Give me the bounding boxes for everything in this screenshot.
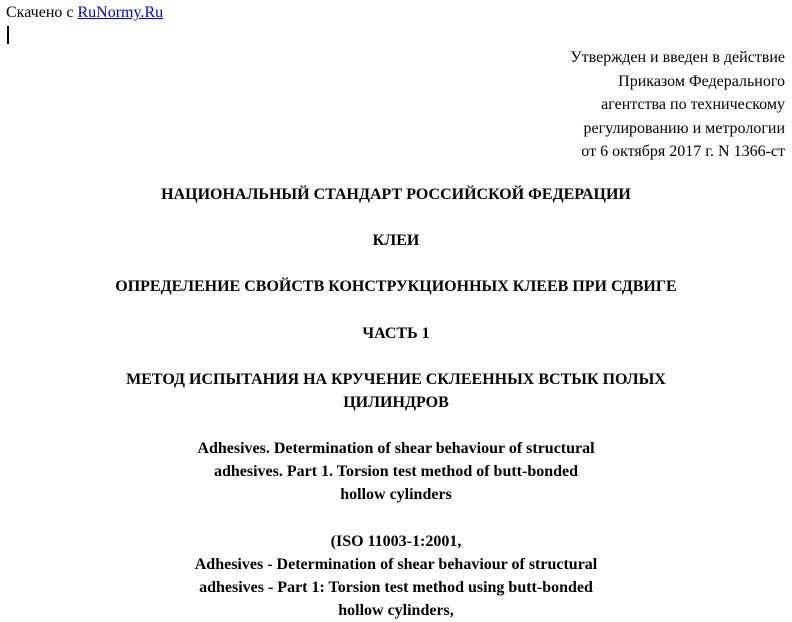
method-heading [0,368,792,414]
english-title [0,437,792,506]
approval-line: от 6 октября 2017 г. N 1366-ст [581,143,785,160]
method-heading-line: ЦИЛИНДРОВ [343,394,449,411]
english-title-line: adhesives. Part 1. Torsion test method of butt-bonded [213,463,579,480]
approval-line: регулированию и метрологии [583,119,785,137]
download-prefix: Скачено с [6,4,74,21]
iso-reference-line: Adhesives - Determination of shear behaviour of structural [194,556,598,573]
approval-block [570,46,785,164]
download-source-line [6,3,163,22]
standard-heading: НАЦИОНАЛЬНЫЙ СТАНДАРТ РОССИЙСКОЙ ФЕДЕРАЦИИ [161,186,631,203]
runormy-link[interactable]: RuNormy.Ru [77,4,164,21]
english-title-line: Adhesives. Determination of shear behaviour of structural [197,440,595,457]
part-heading: ЧАСТЬ 1 [362,325,430,342]
approval-line: Приказом Федерального [618,72,785,90]
english-title-line: hollow cylinders [340,486,452,503]
iso-reference-line: hollow cylinders, [338,602,454,619]
iso-reference [0,530,792,622]
iso-reference-line: (ISO 11003-1:2001, [330,533,462,550]
standard-name-heading: ОПРЕДЕЛЕНИЕ СВОЙСТВ КОНСТРУКЦИОННЫХ КЛЕЕВ ПРИ СДВИГЕ [115,278,677,295]
subject-heading: КЛЕИ [372,232,420,249]
approval-line: Утвержден и введен в действие [570,49,785,66]
text-cursor [7,26,9,44]
method-heading-line: МЕТОД ИСПЫТАНИЯ НА КРУЧЕНИЕ СКЛЕЕННЫХ ВСТЫК ПОЛЫХ [126,371,666,388]
approval-line: агентства по техническому [601,96,785,113]
iso-reference-line: adhesives - Part 1: Torsion test method using butt-bonded [199,579,593,596]
